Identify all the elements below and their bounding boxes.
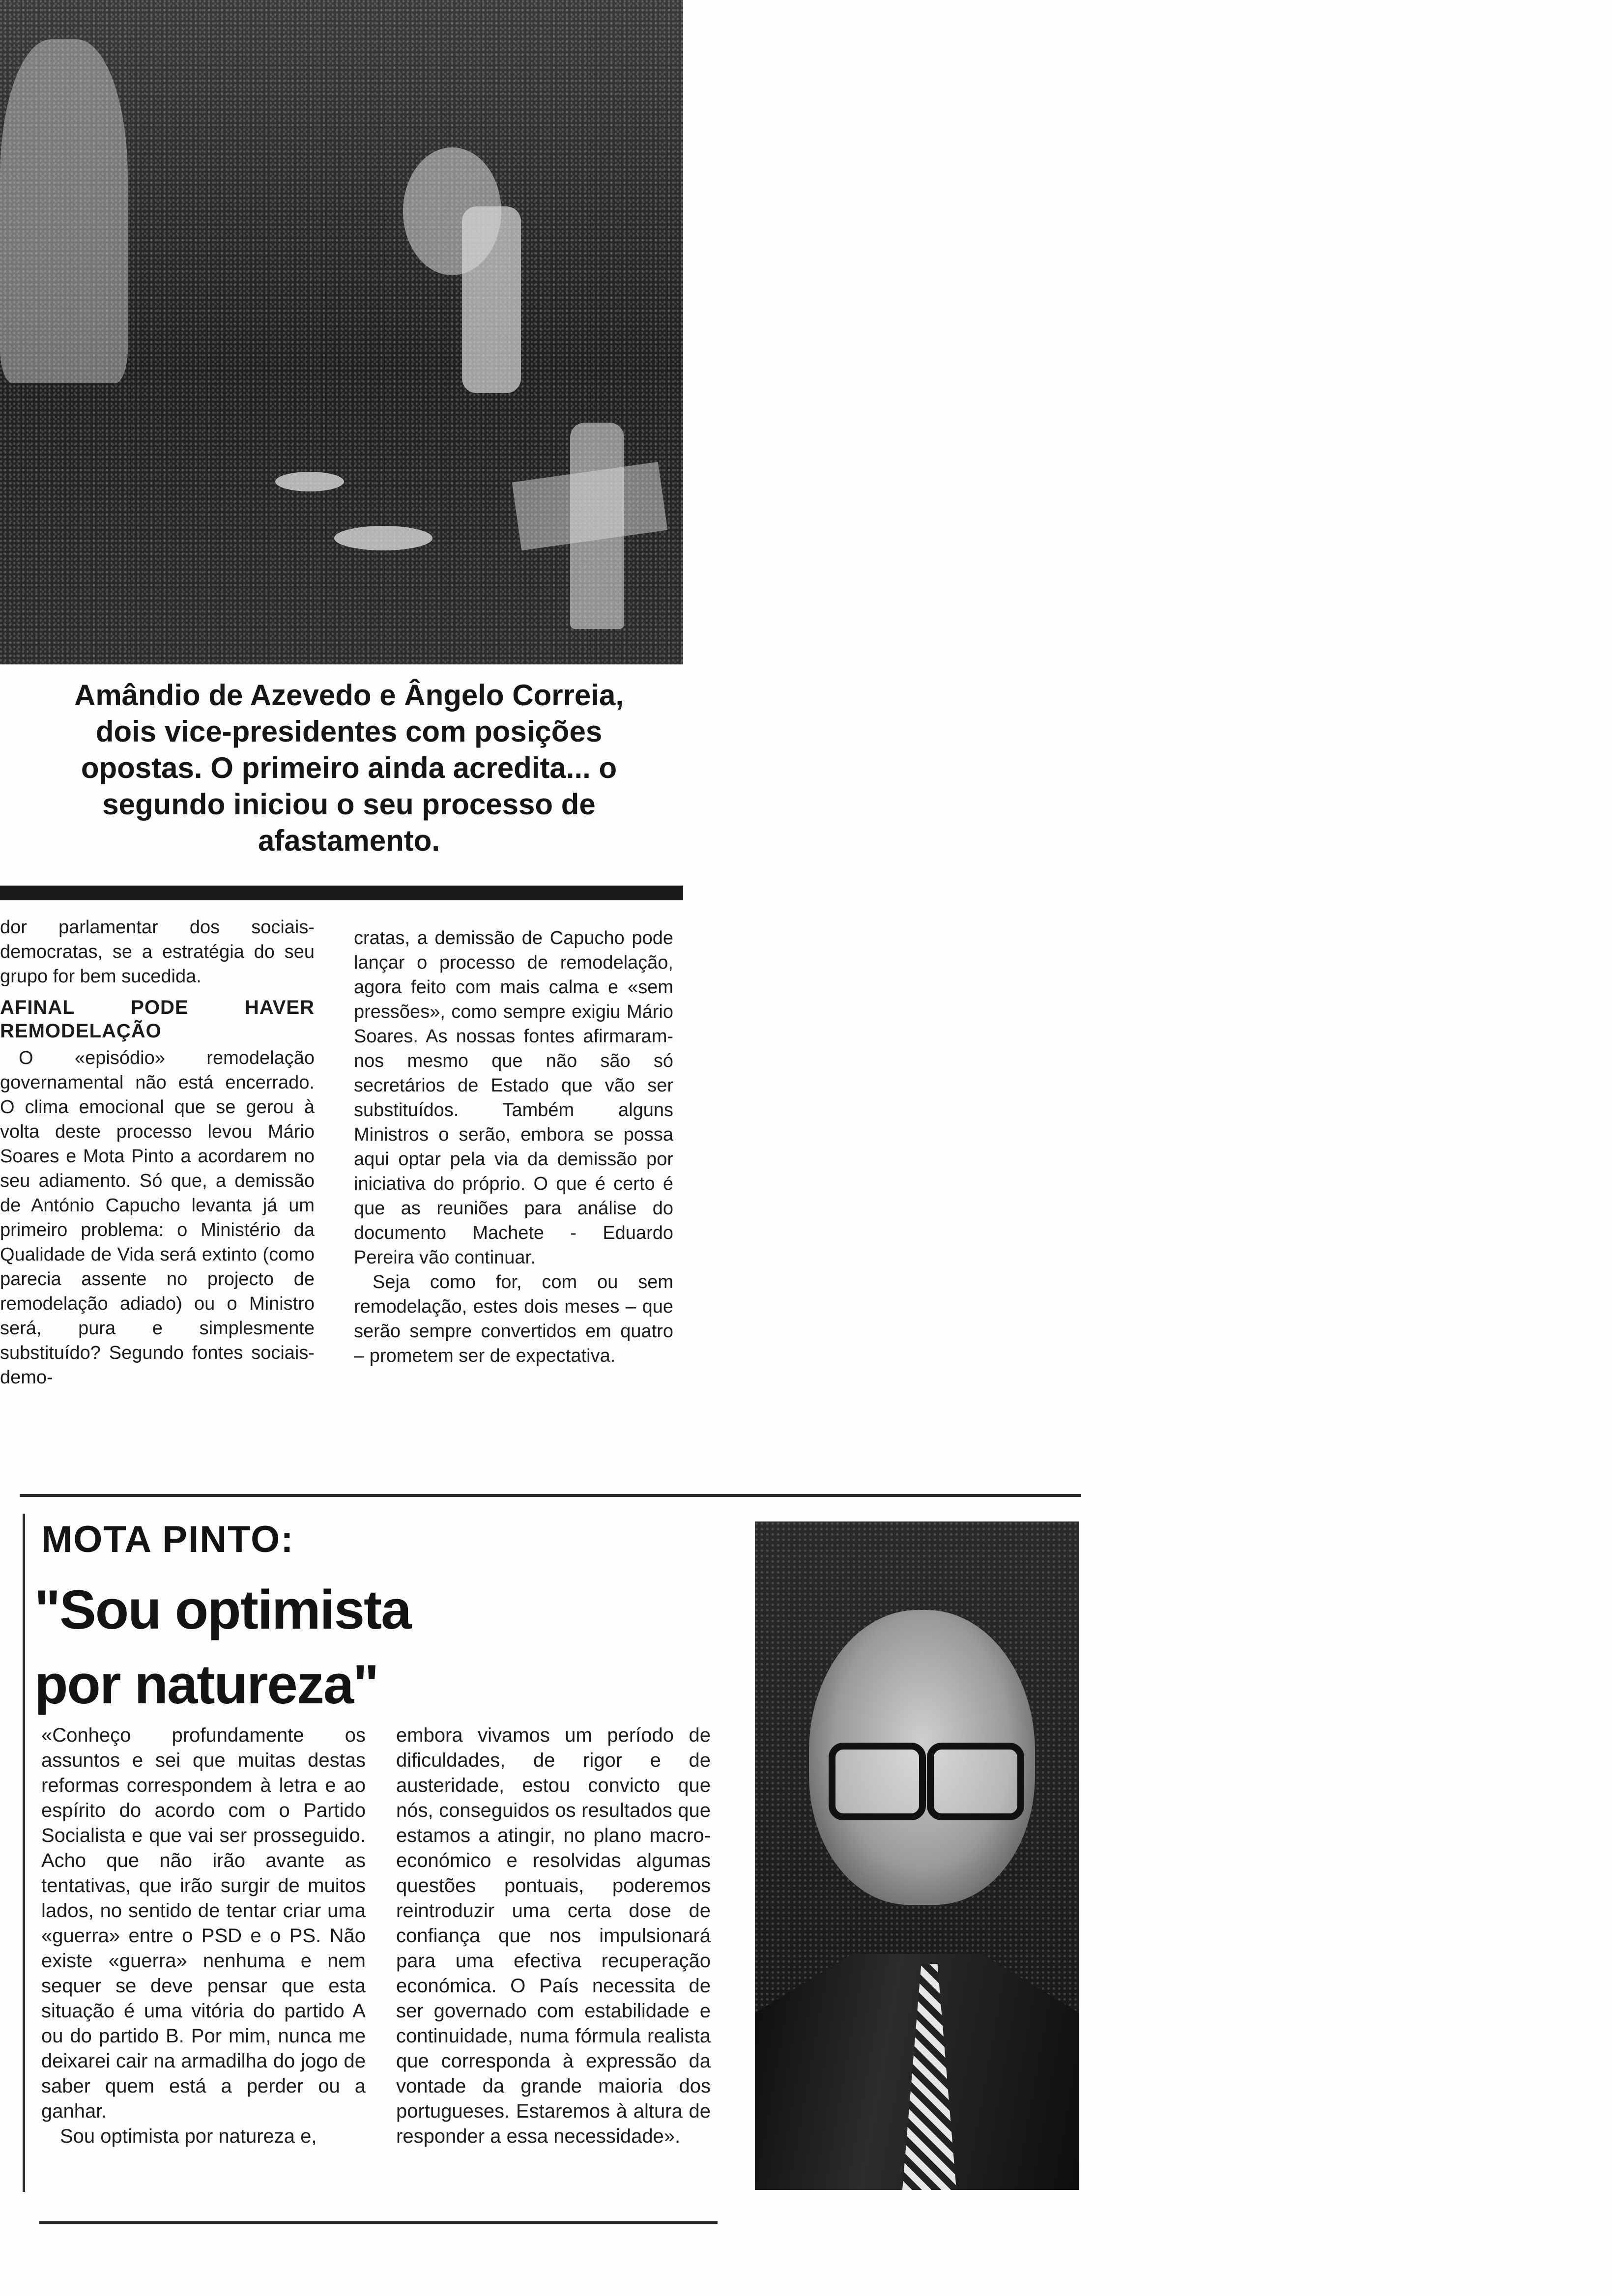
article-column-2 (354, 926, 673, 1368)
interview-column-1 (41, 1723, 366, 2149)
paragraph: cratas, a demissão de Capucho pode lançar o processo de remodelação, agora feito com mais calma e «sem pressões», como sempre exigiu Mário Soares. As nossas fontes afirmaram-nos mesmo que não são só secretários de Estado que vão ser substituídos. Também alguns Ministros o serão, embora se possa aqui optar pela via da demissão por iniciativa do próprio. O que é certo é que as reuniões para análise do documento Machete - Eduardo Pereira vão continuar. (354, 928, 673, 1268)
caption-line: dois vice-presidentes com posições (95, 715, 603, 748)
caption-line: Amândio de Azevedo e Ângelo Correia, (74, 679, 624, 712)
section-divider (0, 886, 683, 900)
headline-line: por natureza" (34, 1654, 378, 1715)
column-rule (23, 1514, 25, 2192)
chair-back (462, 206, 521, 393)
article-column-1 (0, 915, 315, 1390)
table-paper (512, 462, 668, 550)
bottom-rule (39, 2221, 718, 2224)
paragraph: dor parlamentar dos sociais-democratas, se a estratégia do seu grupo for bem sucedida. (0, 917, 315, 987)
article-separator (20, 1494, 1081, 1497)
paragraph: Sou optimista por natureza e, (60, 2125, 317, 2147)
subheading: AFINAL PODE HAVER REMODELAÇÃO (0, 997, 315, 1042)
headline (34, 1573, 722, 1722)
paragraph: Seja como for, com ou sem remodelação, estes dois meses – que serão sempre convertidos em quatro – prometem ser de expectativa. (354, 1272, 673, 1366)
kicker: MOTA PINTO: (41, 1519, 294, 1560)
caption-line: segundo iniciou o seu processo de (102, 788, 596, 821)
table-glasses (275, 472, 344, 491)
meeting-photo (0, 0, 683, 664)
photo-caption (20, 677, 678, 859)
interview-column-2 (396, 1723, 711, 2149)
caption-line: opostas. O primeiro ainda acredita... o (81, 751, 617, 784)
paragraph: «Conheço profundamente os assuntos e sei que muitas destas reformas correspondem à letra e ao espírito do acordo com o Partido Socialista e que vai ser prosseguido. Acho que não irão avante as tentativas, que irão surgir de muitos lados, no sentido de tentar criar uma «guerra» entre o PSD e o PS. Não existe «guerra» nenhuma e nem sequer se deve pensar que esta situação é uma vitória do partido A ou do partido B. Por mim, nunca me deixarei cair na armadilha do jogo de saber quem está a perder ou a ganhar. (41, 1724, 366, 2122)
table-plate (334, 526, 432, 550)
portrait-photo (755, 1521, 1079, 2190)
paragraph: O «episódio» remodelação governamental não está encerrado. O clima emocional que se gerou à volta deste processo levou Mário Soares e Mota Pinto a acordarem no seu adiamento. Só que, a demissão de António Capucho levanta já um primeiro problema: o Ministério da Qualidade de Vida será extinto (como parecia assente no projecto de remodelação adiado) ou o Ministro será, pura e simplesmente substituído? Segundo fontes sociais-demo- (0, 1048, 315, 1388)
caption-line: afastamento. (258, 824, 440, 857)
glasses-left-lens (829, 1743, 926, 1820)
glasses-right-lens (927, 1743, 1024, 1820)
paragraph: embora vivamos um período de dificuldades, de rigor e de austeridade, estou convicto que nós, conseguidos os resultados que estamos a atingir, no plano macro-económico e resolvidas algumas questões pontuais, poderemos reintroduzir uma certa dose de confiança que nos impulsionará para uma efectiva recuperação económica. O País necessita de ser governado com estabilidade e continuidade, numa fórmula realista que corresponda à expressão da vontade da grande maioria dos portugueses. Estaremos à altura de responder a essa necessidade». (396, 1724, 711, 2147)
headline-line: "Sou optimista (34, 1579, 411, 1640)
figure-left (0, 39, 128, 383)
